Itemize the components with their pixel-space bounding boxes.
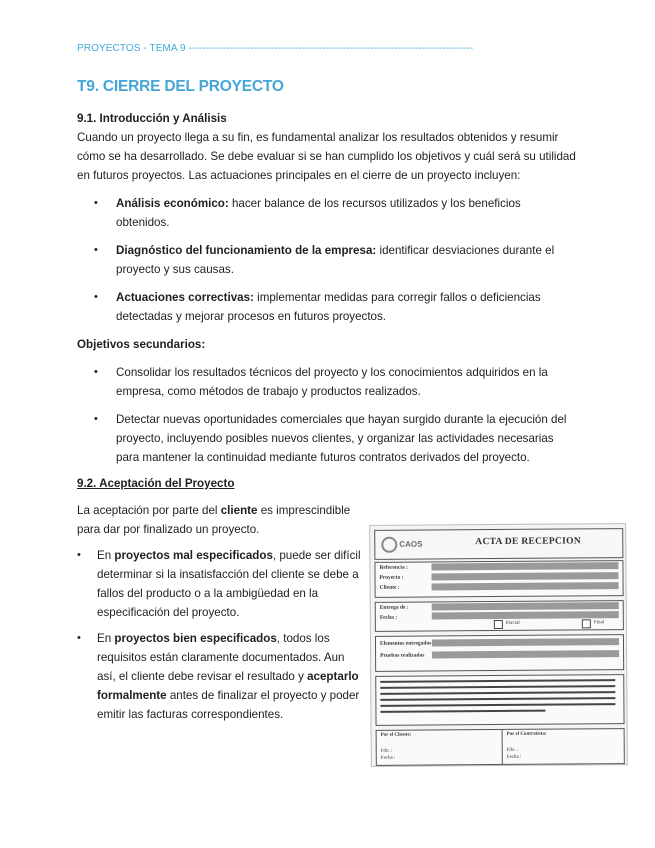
delivery-box: Entrega de : Fecha : Parcial Final [375, 600, 624, 632]
list-item: • Análisis económico: hacer balance de los recursos utilizados y los beneficios obtenidos. [77, 194, 577, 232]
acta-title: ACTA DE RECEPCION [475, 536, 582, 548]
final-checkbox [582, 619, 591, 628]
reference-box: Referencia : Proyecto : Cliente : [374, 560, 623, 598]
acceptance-text [77, 501, 362, 724]
acceptance-intro: La aceptación por parte del cliente es imprescindible para dar por finalizado un proyecto. [77, 504, 351, 536]
section-heading-acceptance: 9.2. Aceptación del Proyecto [77, 477, 235, 490]
acceptance-list [77, 546, 362, 724]
list-item: • Diagnóstico del funcionamiento de la empresa: identificar desviaciones durante el proyecto y sus causas. [77, 241, 577, 279]
page-title: T9. CIERRE DEL PROYECTO [77, 78, 284, 95]
parcial-checkbox [494, 620, 503, 629]
list-item: • Detectar nuevas oportunidades comerciales que hayan surgido durante la ejecución del proyecto, incluyendo posibles nuevos clientes, y organizar las actividades necesarias para mantener la continuidad mediante futuros contratos derivados del proyecto. [77, 410, 577, 467]
list-item: • En proyectos mal especificados, puede ser difícil determinar si la insatisfacción del cliente se debe a fallos del producto o a la ambigüedad en la especificación del proyecto. [77, 546, 362, 622]
elements-box: Elementos entregados Pruebas realizadas [375, 634, 624, 672]
company-logo: CAOS [381, 536, 431, 552]
intro-paragraph: Cuando un proyecto llega a su fin, es fundamental analizar los resultados obtenidos y resumir cómo se ha desarrollado. Se debe evaluar si se han cumplido los objetivos y cuál será su utilidad en futuros proyectos. Las actuaciones principales en el cierre de un proyecto incluyen: [77, 131, 576, 182]
secondary-objectives-heading: Objetivos secundarios: [77, 338, 206, 351]
signature-box: Por el Cliente: Por el Contratista: Fdo. : Fecha : Fdo. : Fecha : [376, 728, 625, 766]
acta-de-recepcion-image [369, 523, 628, 767]
page-header: PROYECTOS - TEMA 9 ----------------------------------------------------------------------------------- [77, 43, 474, 54]
secondary-objectives-list [77, 363, 577, 467]
section-heading-intro: 9.1. Introducción y Análisis [77, 112, 227, 125]
certification-box [375, 674, 624, 726]
acta-header [374, 528, 623, 560]
list-item: • Consolidar los resultados técnicos del proyecto y los conocimientos adquiridos en la empresa, como métodos de trabajo y productos realizados. [77, 363, 577, 401]
list-item: • Actuaciones correctivas: implementar medidas para corregir fallos o deficiencias detectadas y mejorar procesos en futuros proyectos. [77, 288, 577, 326]
main-actions-list [77, 194, 577, 326]
list-item: • En proyectos bien especificados, todos los requisitos están claramente documentados. Aun así, el cliente debe revisar el resultado y aceptarlo formalmente antes de finalizar el proyecto y poder emitir las facturas correspondientes. [77, 629, 362, 724]
